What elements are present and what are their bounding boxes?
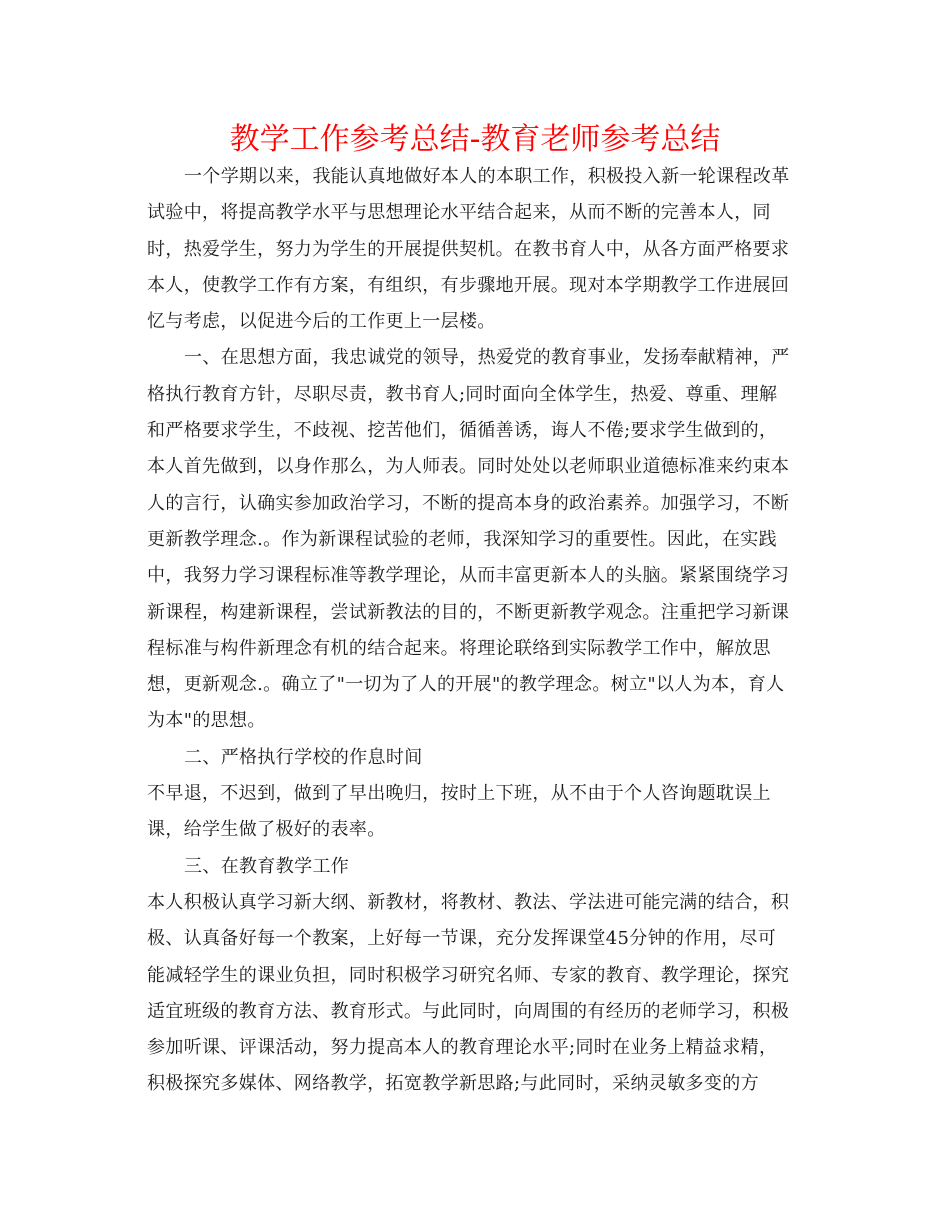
paragraph-line: 本人，使教学工作有方案，有组织，有步骤地开展。现对本学期教学工作进展回 — [147, 274, 790, 296]
paragraph-line: 课，给学生做了极好的表率。 — [147, 819, 386, 841]
paragraph-line: 一、在思想方面，我忠诚党的领导，热爱党的教育事业，发扬奉献精神，严 — [184, 347, 790, 369]
paragraph-line: 不早退，不迟到，做到了早出晚归，按时上下班，从不由于个人咨询题耽误上 — [147, 783, 771, 805]
paragraph-line: 极、认真备好每一个教案，上好每一节课，充分发挥课堂45分钟的作用，尽可 — [147, 928, 777, 950]
document-body — [147, 159, 807, 1103]
paragraph-line: 试验中，将提高教学水平与思想理论水平结合起来，从而不断的完善本人，同 — [147, 202, 771, 224]
paragraph-line: 和严格要求学生，不歧视、挖苦他们，循循善诱，诲人不倦;要求学生做到的， — [147, 420, 778, 442]
paragraph-line: 新课程，构建新课程，尝试新教法的目的，不断更新教学观念。注重把学习新课 — [147, 601, 790, 623]
paragraph-line: 格执行教育方针，尽职尽责，教书育人;同时面向全体学生，热爱、尊重、理解 — [147, 383, 778, 405]
paragraph-line: 程标准与构件新理念有机的结合起来。将理论联络到实际教学工作中，解放思 — [147, 637, 771, 659]
paragraph-line: 积极探究多媒体、网络教学，拓宽教学新思路;与此同时，采纳灵敏多变的方 — [147, 1073, 759, 1095]
paragraph-line: 中，我努力学习课程标准等教学理论，从而丰富更新本人的头脑。紧紧围绕学习 — [147, 565, 790, 587]
paragraph-line: 想，更新观念.。确立了"一切为了人的开展"的教学理念。树立"以人为本，育人 — [147, 674, 785, 696]
paragraph-line: 本人积极认真学习新大纲、新教材，将教材、教法、学法进可能完满的结合，积 — [147, 891, 790, 913]
paragraph-line: 忆与考虑，以促进今后的工作更上一层楼。 — [147, 311, 496, 333]
paragraph-line: 适宜班级的教育方法、教育形式。与此同时，向周围的有经历的老师学习，积极 — [147, 1000, 790, 1022]
document-title: 教学工作参考总结-教育老师参考总结 — [229, 122, 721, 157]
paragraph-line: 人的言行，认确实参加政治学习，不断的提高本身的政治素养。加强学习，不断 — [147, 492, 790, 514]
paragraph-line: 更新教学理念.。作为新课程试验的老师，我深知学习的重要性。因此，在实践 — [147, 528, 777, 550]
paragraph-line: 参加听课、评课活动，努力提高本人的教育理论水平;同时在业务上精益求精， — [147, 1037, 778, 1059]
paragraph-line: 能减轻学生的课业负担，同时积极学习研究名师、专家的教育、教学理论，探究 — [147, 964, 790, 986]
paragraph-line: 时，热爱学生，努力为学生的开展提供契机。在教书育人中，从各方面严格要求 — [147, 238, 790, 260]
paragraph-line: 本人首先做到，以身作那么，为人师表。同时处处以老师职业道德标准来约束本 — [147, 456, 790, 478]
section-heading: 三、在教育教学工作 — [184, 855, 350, 877]
paragraph-line: 为本"的思想。 — [147, 710, 266, 732]
paragraph-line: 一个学期以来，我能认真地做好本人的本职工作，积极投入新一轮课程改革 — [184, 166, 790, 187]
section-heading: 二、严格执行学校的作息时间 — [184, 746, 423, 768]
